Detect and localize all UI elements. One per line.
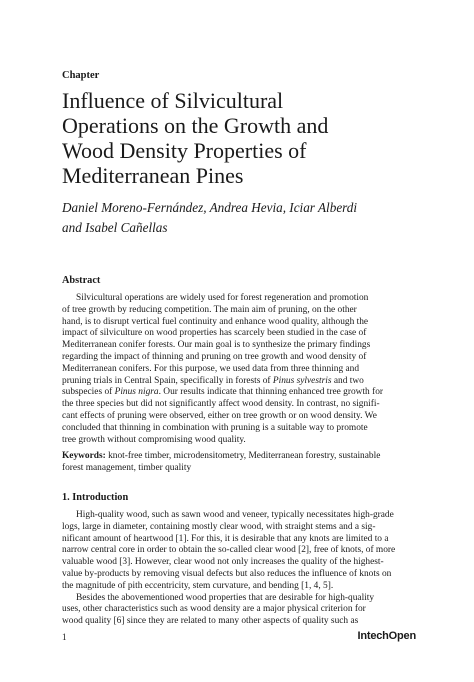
keywords-line: forest management, timber quality (62, 462, 192, 473)
page-number: 1 (62, 632, 67, 642)
body-line: logs, large in diameter, containing mostly clear wood, with straight stems and a sig- (62, 521, 376, 532)
abstract-line: cant effects of pruning were observed, either on tree growth or on wood density. We (62, 410, 377, 421)
abstract-line: concluded that thinning in combination with pruning is a suitable way to promote (62, 422, 368, 433)
title-line: Influence of Silvicultural (62, 88, 284, 113)
abstract-line: Silvicultural operations are widely used for forest regeneration and promotion (76, 293, 369, 303)
title-line: Mediterranean Pines (62, 163, 244, 188)
body-line: valuable wood [3]. However, clear wood not only increases the quality of the highest- (62, 557, 384, 568)
abstract-line: impact of silviculture on wood properties has scarcely been studied in the case of (62, 328, 367, 339)
publisher-logo: IntechOpen (357, 630, 416, 642)
body-line: uses, other characteristics such as wood density are a major physical criterion for (62, 604, 366, 615)
author-line: Daniel Moreno-Fernández, Andrea Hevia, Iciar Alberdi (62, 200, 358, 215)
author-list (62, 198, 422, 238)
author-line: and Isabel Cañellas (62, 220, 168, 235)
abstract-line: the three species but did not significantly affect wood density. In contrast, no signifi- (62, 399, 380, 410)
body-line: narrow central core in order to obtain the so-called clear wood [2], free of knots, of more (62, 545, 396, 556)
title-line: Operations on the Growth and (62, 113, 329, 138)
body-line: value by-products by removing visual defects but also reduces the influence of knots on (62, 568, 392, 579)
abstract-line: of tree growth by reducing competition. The main aim of pruning, on the other (62, 304, 357, 315)
body-line: the magnitude of pith eccentricity, stem curvature, and bending [1, 4, 5]. (62, 580, 334, 591)
keywords-block (62, 451, 416, 475)
keywords-label: Keywords: (62, 451, 106, 461)
body-line: wood quality [6] since they are related to many other aspects of quality such as (62, 616, 359, 627)
abstract-line: hand, is to disrupt vertical fuel continuity and enhance wood quality, although the (62, 316, 369, 327)
abstract-text (62, 293, 416, 446)
abstract-line: Mediterranean conifers. For this purpose, we used data from three thinning and (62, 363, 360, 374)
introduction-text (62, 510, 416, 628)
abstract-heading: Abstract (62, 275, 101, 286)
introduction-heading: 1. Introduction (62, 492, 129, 503)
chapter-title (62, 88, 442, 188)
abstract-line: tree growth without compromising wood quality. (62, 434, 246, 445)
title-line: Wood Density Properties of (62, 138, 307, 163)
keywords-text: knot-free timber, microdensitometry, Mediterranean forestry, sustainable (105, 451, 381, 461)
abstract-line: Mediterranean conifer forests. Our main goal is to synthesize the primary findings (62, 340, 371, 351)
body-line: High-quality wood, such as sawn wood and veneer, typically necessitates high-grade (76, 510, 394, 520)
abstract-line: subspecies of Pinus nigra. Our results indicate that thinning enhanced tree growth for (62, 387, 384, 398)
chapter-label: Chapter (62, 70, 100, 81)
keywords-line (62, 451, 416, 463)
abstract-line: pruning trials in Central Spain, specifically in forests of Pinus sylvestris and two (62, 375, 364, 386)
body-line: nificant amount of heartwood [1]. For this, it is desirable that any knots are limited to a (62, 533, 389, 544)
body-line: Besides the abovementioned wood properties that are desirable for high-quality (76, 592, 375, 603)
abstract-line: regarding the impact of thinning and pruning on tree growth and wood density of (62, 351, 367, 362)
